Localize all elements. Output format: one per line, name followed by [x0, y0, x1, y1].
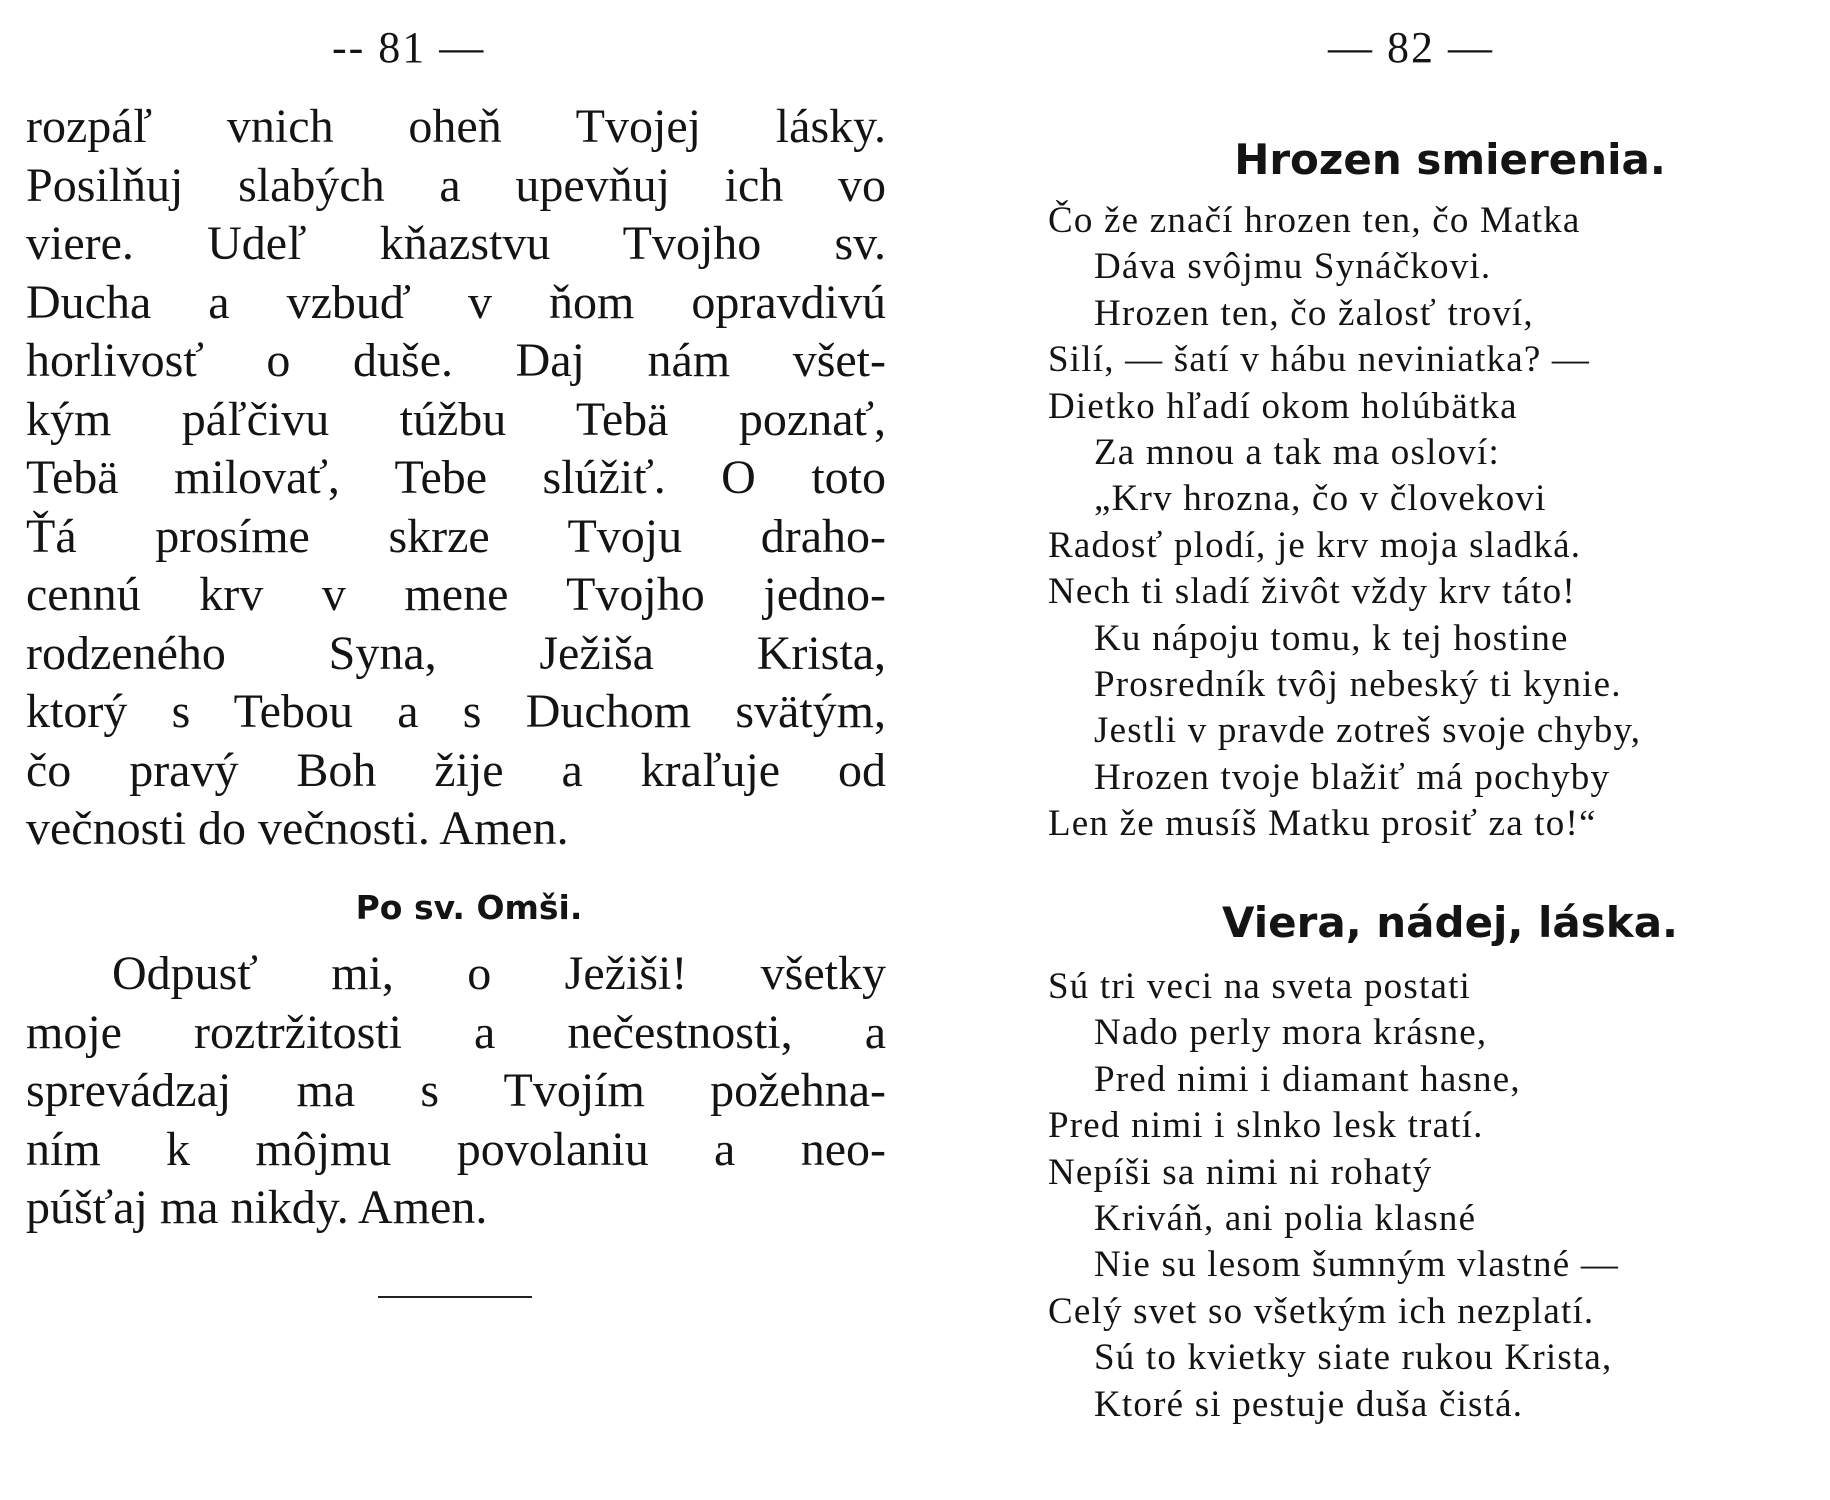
text-line: púšťaj ma nikdy. Amen.: [26, 1181, 488, 1234]
text-line: cennú krv v mene Tvojho jedno-: [26, 568, 886, 621]
verse-line: Sú to kvietky siate rukou Krista,: [1094, 1337, 1613, 1379]
verse-line: Silí, — šatí v hábu neviniatka? —: [1048, 339, 1591, 381]
verse-line: Za mnou a tak ma osloví:: [1094, 431, 1500, 473]
poem-title: Viera, nádej, láska.: [1221, 898, 1678, 947]
verse-line: Hrozen ten, čo žalosť troví,: [1094, 292, 1534, 334]
text-line: Odpusť mi, o Ježiši! všetky: [112, 947, 886, 1000]
verse-line: Len že musíš Matku prosiť za to!“: [1048, 803, 1597, 845]
verse-line: Hrozen tvoje blažiť má pochyby: [1094, 756, 1611, 798]
text-line: Tebä milovať, Tebe slúžiť. O toto: [26, 451, 886, 504]
verse-line: Dáva svôjmu Synáčkovi.: [1094, 246, 1492, 288]
section-heading: Po sv. Omši.: [355, 888, 583, 927]
text-line: Posilňuj slabých a upevňuj ich vo: [26, 158, 886, 212]
text-line: ním k môjmu povolaniu a neo-: [26, 1122, 886, 1176]
text-line: čo pravý Boh žije a kraľuje od: [26, 743, 886, 797]
prayer-paragraph: [26, 945, 886, 1238]
end-rule: [378, 1296, 532, 1298]
page-number: -- 81 —: [332, 23, 486, 72]
poem-title: Hrozen smierenia.: [1234, 135, 1666, 184]
verse-line: „Krv hrozna, čo v človekovi: [1094, 478, 1547, 520]
poem: [1048, 964, 1828, 1428]
text-line: ktorý s Tebou a s Duchom svätým,: [26, 685, 886, 738]
text-line: kým páľčivu túžbu Tebä poznať,: [26, 392, 886, 446]
verse-line: Radosť plodí, je krv moja sladká.: [1048, 524, 1582, 566]
text-line: moje roztržitosti a nečestnosti, a: [26, 1005, 886, 1059]
verse-line: Nie su lesom šumným vlastné —: [1094, 1244, 1620, 1286]
verse-line: Nepíši sa nimi ni rohatý: [1048, 1151, 1433, 1193]
text-line: rodzeného Syna, Ježiša Krista,: [26, 626, 886, 680]
verse-line: Pred nimi i slnko lesk tratí.: [1048, 1105, 1484, 1147]
text-line: sprevádzaj ma s Tvojím požehna-: [26, 1064, 886, 1117]
verse-line: Jestli v pravde zotreš svoje chyby,: [1094, 710, 1642, 752]
verse-line: Pred nimi i diamant hasne,: [1094, 1058, 1521, 1100]
verse-line: Čo že značí hrozen ten, čo Matka: [1048, 200, 1581, 241]
prayer-paragraph: [26, 98, 886, 859]
poem: [1048, 198, 1828, 847]
verse-line: Ktoré si pestuje duša čistá.: [1094, 1383, 1524, 1425]
text-line: Ducha a vzbuď v ňom opravdivú: [26, 275, 886, 329]
text-line: Ťá prosíme skrze Tvoju draho-: [26, 509, 886, 563]
text-line: horlivosť o duše. Daj nám všet-: [26, 334, 886, 387]
page-number: — 82 —: [1328, 23, 1494, 72]
verse-line: Kriváň, ani polia klasné: [1094, 1197, 1477, 1239]
text-line: večnosti do večnosti. Amen.: [26, 802, 569, 855]
verse-line: Ku nápoju tomu, k tej hostine: [1094, 617, 1569, 659]
verse-line: Nech ti sladí živôt vždy krv táto!: [1048, 571, 1576, 613]
text-line: viere. Udeľ kňazstvu Tvojho sv.: [26, 217, 886, 270]
verse-line: Nado perly mora krásne,: [1094, 1012, 1488, 1054]
verse-line: Sú tri veci na sveta postati: [1048, 966, 1472, 1007]
text-line: rozpáľ vnich oheň Tvojej lásky.: [26, 100, 886, 153]
verse-line: Celý svet so všetkým ich nezplatí.: [1048, 1290, 1595, 1332]
verse-line: Prosredník tvôj nebeský ti kynie.: [1094, 663, 1622, 705]
verse-line: Dietko hľadí okom holúbätka: [1048, 385, 1518, 427]
